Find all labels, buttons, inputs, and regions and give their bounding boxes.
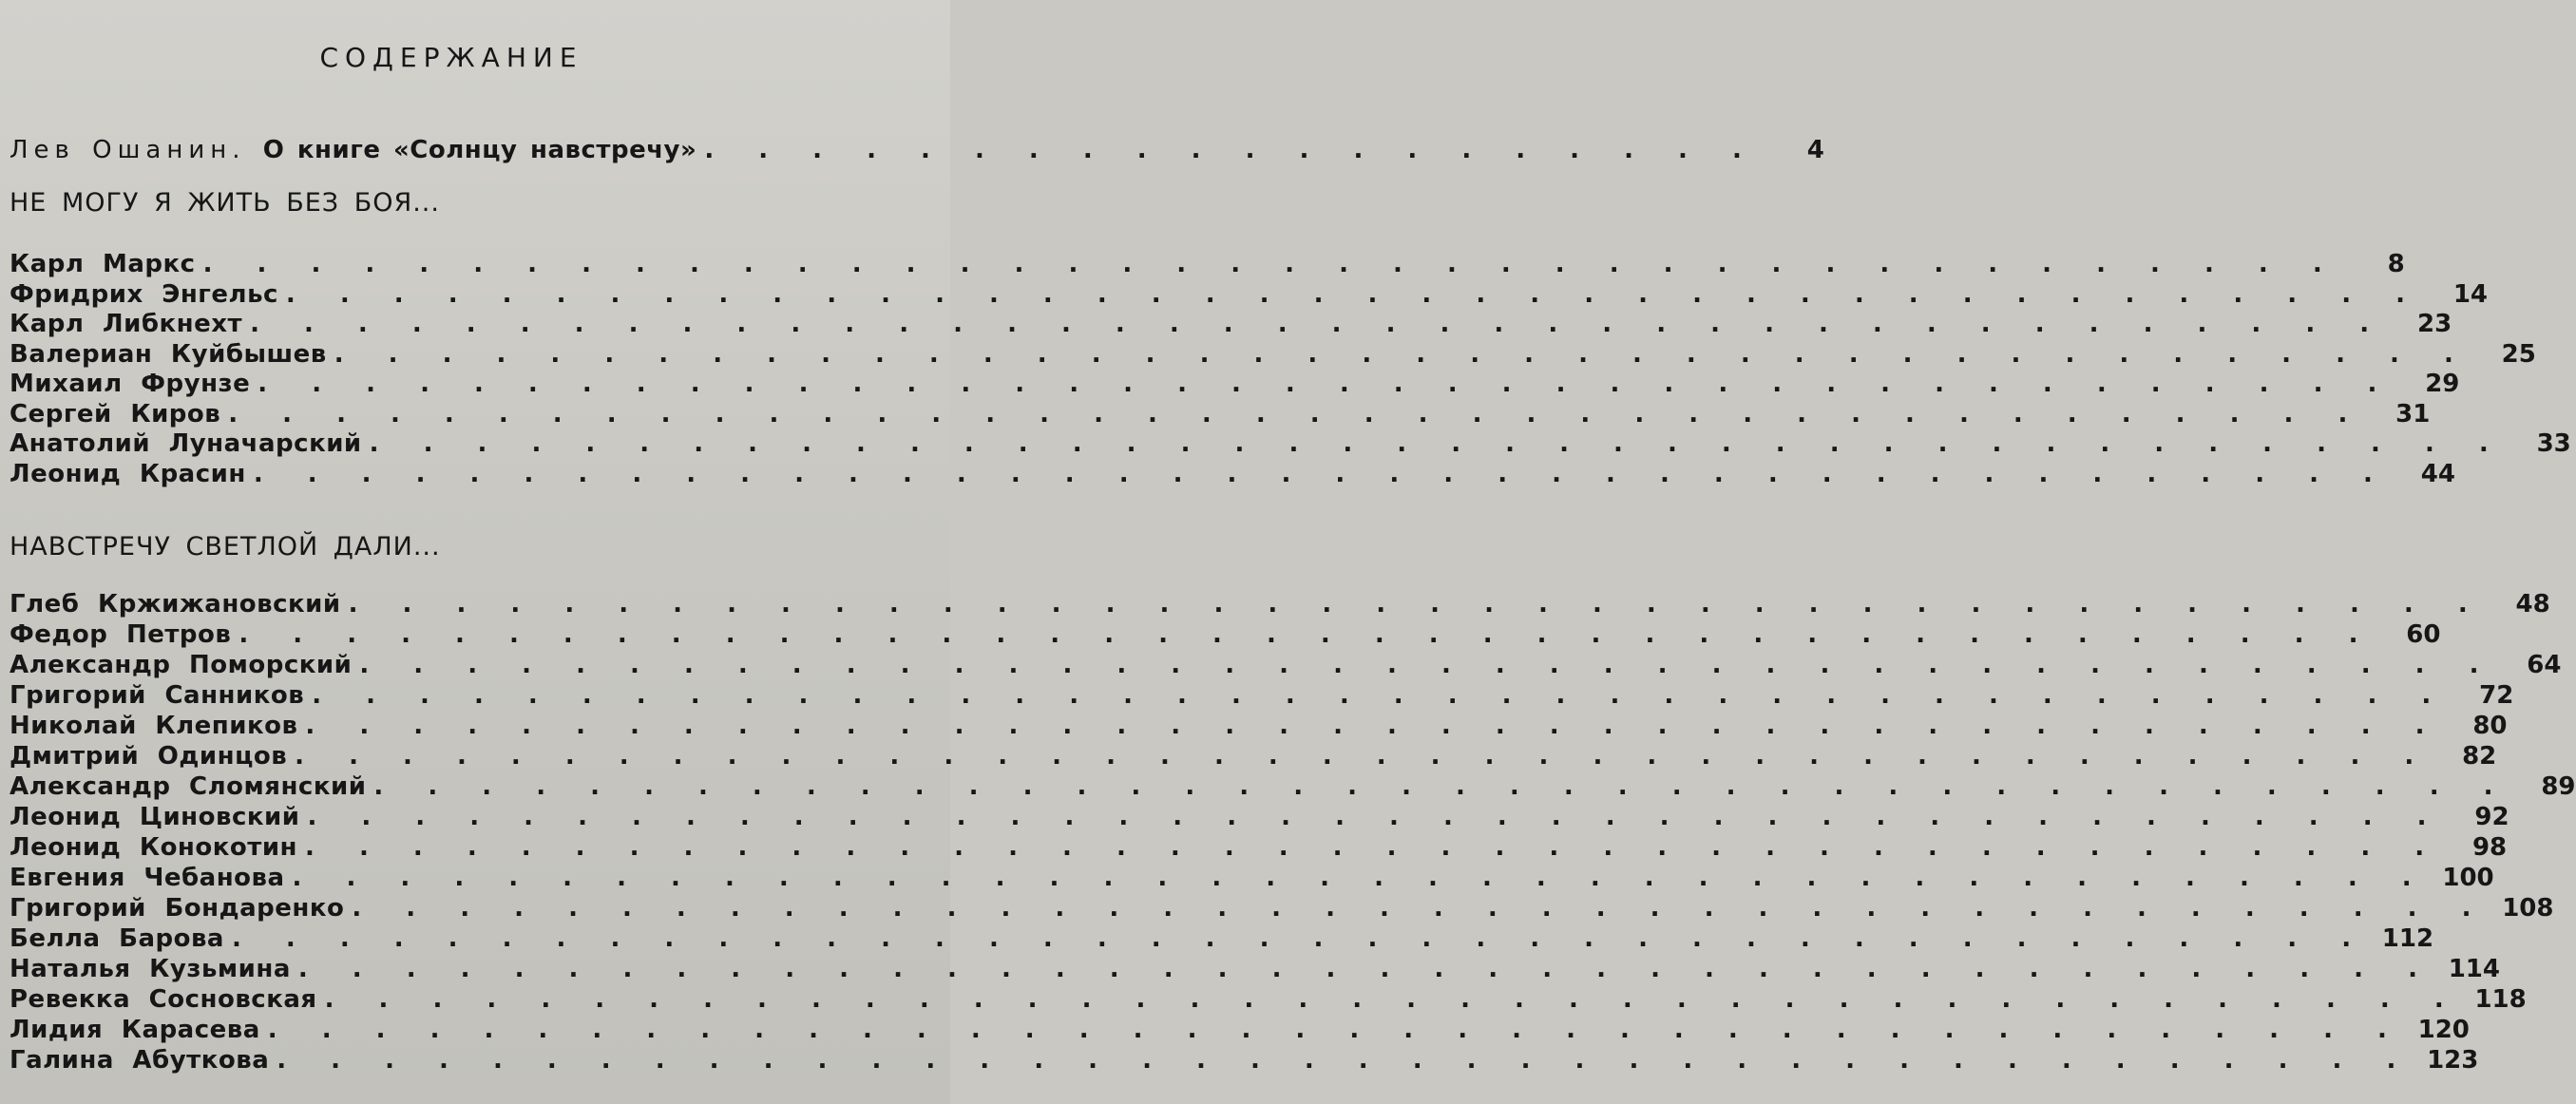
toc-page-number: 4 <box>1806 136 1824 164</box>
leader-dots: . . . . . . . . . . . . . . . . . . . . . . . . . . . . . . . . . . . . . . . . <box>231 924 2370 953</box>
toc-page-number: 31 <box>2395 399 2431 428</box>
leader-dots: . . . . . . . . . . . . . . . . . . . . . . . . . . . . . . . . . . . . . . . . <box>292 864 2430 892</box>
toc-page-number: 92 <box>2474 803 2509 831</box>
toc-entry <box>10 771 2576 802</box>
toc-entry-title: Николай Клепиков <box>10 712 298 740</box>
toc-entry <box>10 802 2509 832</box>
toc-page-number: 118 <box>2474 985 2527 1014</box>
toc-page-number: 48 <box>2515 590 2550 619</box>
leader-dots: . . . . . . . . . . . . . . . . . . . . . . . . . . . . . . . . . . . . . . . . <box>285 279 2424 309</box>
toc-page-number: 44 <box>2420 459 2455 488</box>
toc-entry <box>10 863 2494 893</box>
toc-page-number: 89 <box>2541 772 2576 801</box>
toc-page-number: 108 <box>2502 894 2554 923</box>
toc-entry <box>10 1015 2470 1045</box>
toc-entry-title: Валериан Куйбышев <box>10 339 327 369</box>
toc-entry-title: Леонид Циновский <box>10 803 300 831</box>
leader-dots: . . . . . . . . . . . . . . . . . . . . . . . . . . . . . . . . . . . . . . . . <box>334 339 2471 369</box>
toc-entry <box>10 249 2405 279</box>
leader-dots: . . . . . . . . . . . . . . . . . . . . . . . . . . . . . . . . . . . . . . . . <box>369 429 2507 458</box>
toc-entry-title: Леонид Красин <box>10 459 246 488</box>
toc-entry-title: Глеб Кржижановский <box>10 590 341 619</box>
leader-dots: . . . . . . . . . . . . . . . . . . . . . . . . . . . . . . . . . . . . . . . . <box>307 803 2445 831</box>
toc-entry-title: Фридрих Энгельс <box>10 279 278 309</box>
leader-dots: . . . . . . . . . . . . . . . . . . . . . . . . . . . . . . . . . . . . . . . . <box>202 250 2340 278</box>
toc-entry <box>10 984 2527 1015</box>
toc-page-number: 14 <box>2452 279 2489 309</box>
toc-page-number: 100 <box>2442 864 2494 892</box>
leader-dots: . . . . . . . . . . . . . . . . . . . . . . . . . . . . . . . . . . . . . . . . <box>267 1016 2405 1044</box>
toc-page-number: 120 <box>2417 1016 2470 1044</box>
toc-entry-title: Карл Маркс <box>10 250 196 278</box>
leader-dots: . . . . . . . . . . . . . . . . . . . . . . . . . . . . . . . . . . . . . . . . <box>312 681 2450 710</box>
toc-entry <box>10 832 2508 863</box>
toc-page-number: 72 <box>2479 681 2514 710</box>
section-heading-2: НАВСТРЕЧУ СВЕТЛОЙ ДАЛИ... <box>10 532 441 562</box>
leader-dots: . . . . . . . . . . . . . . . . . . . . . . . . . . . . . . . . . . . . . . . . <box>359 651 2497 679</box>
toc-entry <box>10 680 2514 711</box>
toc-entry <box>10 619 2441 650</box>
toc-entry <box>10 399 2431 429</box>
toc-page-number: 60 <box>2406 620 2441 649</box>
toc-entry <box>10 589 2550 619</box>
toc-entry-title: Григорий Санников <box>10 681 305 710</box>
leader-dots: . . . . . . . . . . . . . . . . . . . . . . . . . . . . . . . . . . . . . . . . <box>324 985 2462 1014</box>
toc-entry-title: Евгения Чебанова <box>10 864 285 892</box>
toc-page-number: 80 <box>2472 712 2508 740</box>
toc-page-number: 112 <box>2381 924 2434 953</box>
toc-entry <box>10 954 2500 984</box>
toc-entry <box>10 923 2434 954</box>
toc-entry <box>10 309 2452 339</box>
toc-entry-title: Анатолий Луначарский <box>10 429 362 458</box>
toc-page-number: 114 <box>2448 955 2500 983</box>
leader-dots: . . . . . . . . . . . . . . . . . . . . . . . . . . . . . . . . . . . . . . . . <box>352 894 2490 923</box>
toc-entry-title: Карл Либкнехт <box>10 310 243 338</box>
toc-entry-title: Григорий Бондаренко <box>10 894 345 923</box>
toc-page-number: 29 <box>2425 370 2460 398</box>
toc-entry-title: Александр Поморский <box>10 651 353 679</box>
toc-entry <box>10 711 2508 741</box>
toc-page-number: 23 <box>2416 310 2452 338</box>
leader-dots: . . . . . . . . . . . . . . . . . . . . <box>704 136 1760 164</box>
toc-entry <box>10 369 2460 399</box>
toc-page-number: 33 <box>2536 429 2571 458</box>
leader-dots: . . . . . . . . . . . . . . . . . . . . . . . . . . . . . . . . . . . . . . . . <box>297 955 2435 983</box>
leader-dots: . . . . . . . . . . . . . . . . . . . . . . . . . . . . . . . . . . . . . . . . <box>305 712 2443 740</box>
toc-entry <box>10 741 2497 771</box>
page-title: СОДЕРЖАНИЕ <box>319 42 583 73</box>
toc-entry <box>10 428 2571 459</box>
leader-dots: . . . . . . . . . . . . . . . . . . . . . . . . . . . . . . . . . . . . . . . . <box>253 459 2391 488</box>
toc-entry <box>10 339 2536 370</box>
intro-author: Лев Ошанин. <box>10 136 246 164</box>
toc-entry <box>10 893 2554 923</box>
toc-page-number: 8 <box>2387 250 2405 278</box>
toc-entry-title: Михаил Фрунзе <box>10 370 251 398</box>
toc-intro-entry <box>10 135 1824 165</box>
toc-page-number: 64 <box>2527 651 2562 679</box>
leader-dots: . . . . . . . . . . . . . . . . . . . . . . . . . . . . . . . . . . . . . . . . <box>228 399 2366 428</box>
toc-entry-title: Леонид Конокотин <box>10 833 298 862</box>
toc-entry-title: Федор Петров <box>10 620 232 649</box>
toc-page-number: 25 <box>2501 339 2536 369</box>
toc-entry-title <box>10 136 696 164</box>
toc-entry <box>10 279 2489 310</box>
section-heading-1: НЕ МОГУ Я ЖИТЬ БЕЗ БОЯ... <box>10 188 440 218</box>
toc-entry <box>10 459 2455 489</box>
leader-dots: . . . . . . . . . . . . . . . . . . . . . . . . . . . . . . . . . . . . . . . . <box>373 772 2511 801</box>
toc-page-number: 82 <box>2462 742 2497 771</box>
toc-entry <box>10 1045 2479 1075</box>
leader-dots: . . . . . . . . . . . . . . . . . . . . . . . . . . . . . . . . . . . . . . . . <box>305 833 2443 862</box>
toc-entry-title: Наталья Кузьмина <box>10 955 291 983</box>
toc-entry-title: Лидия Карасева <box>10 1016 260 1044</box>
toc-page-number: 123 <box>2427 1046 2479 1075</box>
leader-dots: . . . . . . . . . . . . . . . . . . . . . . . . . . . . . . . . . . . . . . . . <box>277 1046 2414 1075</box>
toc-entry-title: Галина Абуткова <box>10 1046 270 1075</box>
toc-entry-title: Дмитрий Одинцов <box>10 742 288 771</box>
toc-entry-title: Александр Сломянский <box>10 772 367 801</box>
toc-entry <box>10 650 2562 680</box>
toc-entry-title: Белла Барова <box>10 924 224 953</box>
leader-dots: . . . . . . . . . . . . . . . . . . . . . . . . . . . . . . . . . . . . . . . . <box>258 370 2395 398</box>
leader-dots: . . . . . . . . . . . . . . . . . . . . . . . . . . . . . . . . . . . . . . . . <box>348 590 2486 619</box>
toc-page-number: 98 <box>2471 833 2508 862</box>
leader-dots: . . . . . . . . . . . . . . . . . . . . . . . . . . . . . . . . . . . . . . . . <box>295 742 2433 771</box>
leader-dots: . . . . . . . . . . . . . . . . . . . . . . . . . . . . . . . . . . . . . . . . <box>250 310 2388 338</box>
toc-entry-title: Ревекка Сосновская <box>10 985 317 1014</box>
intro-text: О книге «Солнцу навстречу» <box>262 136 697 164</box>
leader-dots: . . . . . . . . . . . . . . . . . . . . . . . . . . . . . . . . . . . . . . . . <box>239 620 2376 649</box>
toc-entry-title: Сергей Киров <box>10 399 221 428</box>
